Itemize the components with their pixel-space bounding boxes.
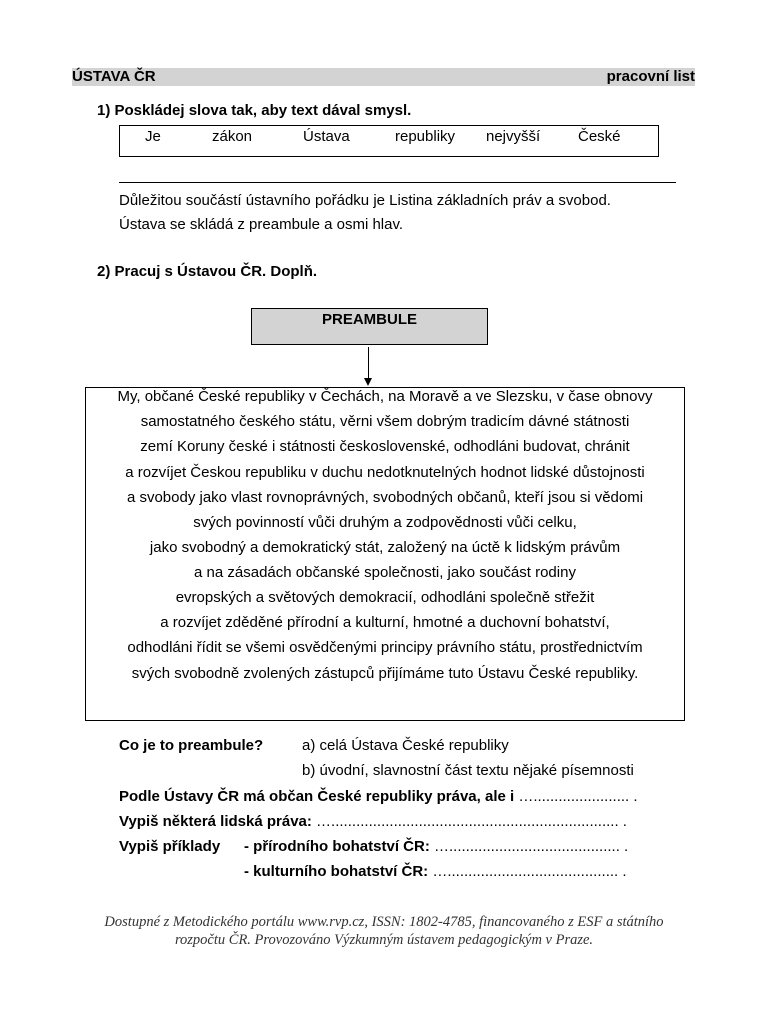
preamble-line: samostatného českého státu, věrni všem dobrým tradicím dávné státnosti	[140, 413, 630, 430]
preamble-line: jako svobodný a demokratický stát, založený na úctě k lidským právům	[149, 539, 621, 556]
task1-instruction: 1) Poskládej slova tak, aby text dával smysl.	[97, 102, 412, 119]
natural-wealth-label: - přírodního bohatství ČR:	[244, 838, 430, 855]
preamble-title-box: PREAMBULE	[251, 308, 488, 345]
answer-line[interactable]	[119, 182, 676, 183]
option-a: a) celá Ústava České republiky	[302, 737, 509, 754]
question-duties	[119, 788, 638, 806]
cultural-wealth-label: - kulturního bohatství ČR:	[244, 863, 429, 880]
question-duties-label: Podle Ústavy ČR má občan České republiky práva, ale i	[119, 788, 515, 805]
word-item: České	[578, 128, 621, 145]
preamble-line: svých svobodně zvolených zástupců přijímáme tuto Ústavu České republiky.	[131, 665, 639, 682]
word-box	[119, 125, 659, 157]
sentence-1: Důležitou součástí ústavního pořádku je Listina základních práv a svobod.	[119, 192, 611, 209]
preamble-line: zemí Koruny české i státnosti československé, odhodláni budovat, chránit	[140, 438, 630, 455]
word-item: Ústava	[303, 128, 350, 145]
answer-blank[interactable]: …....................... .	[514, 788, 638, 805]
preamble-line: odhodláni řídit se všemi osvědčenými principy právního státu, prostřednictvím	[127, 639, 643, 656]
natural-wealth-item	[244, 838, 628, 856]
question-examples: Vypiš příklady	[119, 838, 221, 855]
footer-line-2: rozpočtu ČR. Provozováno Výzkumným ústavem pedagogickým v Praze.	[174, 932, 594, 948]
preamble-line: a rozvíjet Českou republiku v duchu nedotknutelných hodnot lidské důstojnosti	[125, 464, 645, 481]
header-bar	[72, 68, 695, 86]
preamble-line: My, občané České republiky v Čechách, na Moravě a ve Slezsku, v čase obnovy	[117, 388, 653, 405]
preamble-line: a rozvíjet zděděné přírodní a kulturní, hmotné a duchovní bohatství,	[160, 614, 610, 631]
answer-blank[interactable]: …......................................... .	[428, 863, 627, 880]
preamble-line: evropských a světových demokracií, odhodláni společně střežit	[175, 589, 595, 606]
footer-line-1: Dostupné z Metodického portálu www.rvp.cz, ISSN: 1802-4785, financovaného z ESF a státního	[104, 914, 664, 930]
word-item: republiky	[395, 128, 456, 145]
preamble-line: a svobody jako vlast rovnoprávných, svobodných občanů, kteří jsou si vědomi	[126, 489, 644, 506]
arrow-icon	[368, 347, 369, 379]
answer-blank[interactable]: …......................................... .	[429, 838, 629, 855]
answer-blank[interactable]: …..................................................................... .	[311, 813, 627, 830]
preamble-line: a na zásadách občanské společnosti, jako součást rodiny	[194, 564, 576, 581]
question-preamble: Co je to preambule?	[119, 737, 264, 754]
word-item: Je	[145, 128, 161, 145]
word-item: nejvyšší	[486, 128, 541, 145]
sentence-2: Ústava se skládá z preambule a osmi hlav.	[119, 216, 404, 233]
task2-instruction: 2) Pracuj s Ústavou ČR. Doplň.	[97, 263, 318, 280]
arrow-head-icon	[364, 378, 372, 386]
question-rights-label: Vypiš některá lidská práva:	[119, 813, 312, 830]
worksheet-title: ÚSTAVA ČR	[72, 68, 156, 85]
question-rights	[119, 813, 627, 831]
preamble-line: svých povinností vůči druhým a zodpovědnosti vůči celku,	[193, 514, 577, 531]
word-item: zákon	[212, 128, 253, 145]
option-b: b) úvodní, slavnostní část textu nějaké písemnosti	[302, 762, 634, 779]
cultural-wealth-item	[244, 863, 627, 881]
worksheet-label: pracovní list	[606, 68, 695, 85]
preamble-text-box	[85, 387, 685, 721]
